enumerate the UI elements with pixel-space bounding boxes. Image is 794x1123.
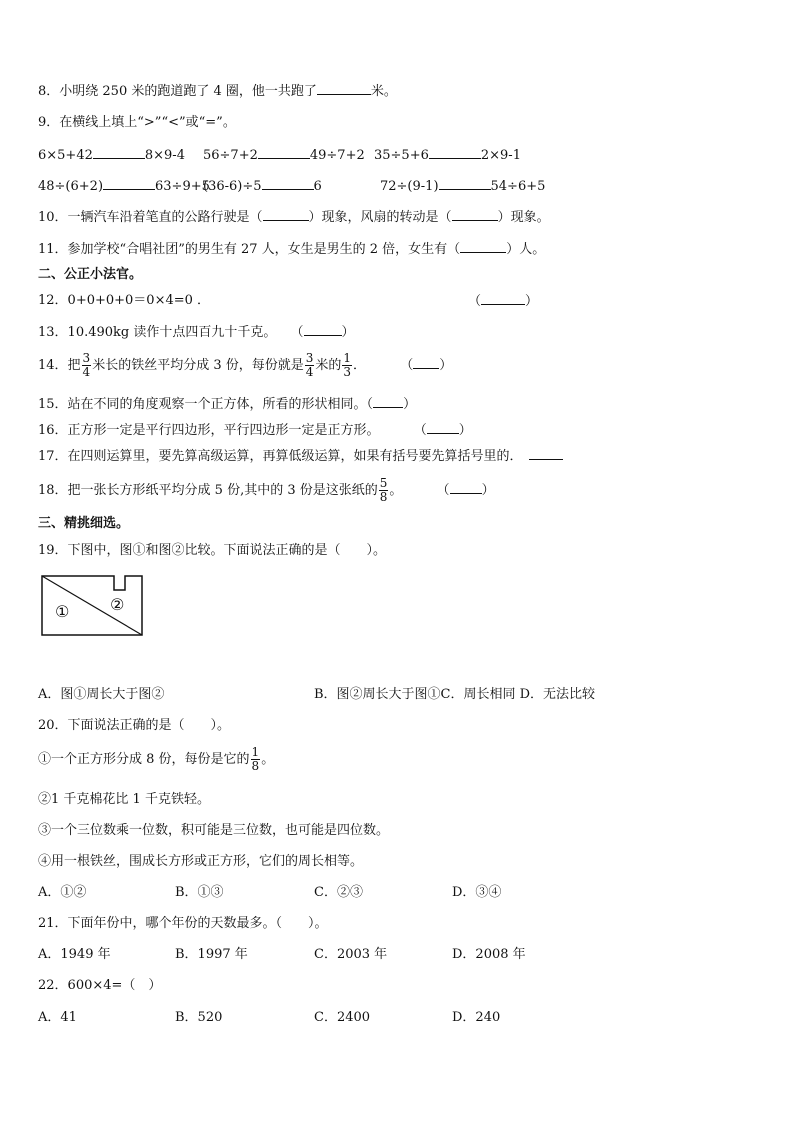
q21-option-d[interactable]: D．2008 年 [452, 947, 526, 962]
q18-frac-num: 5 [379, 476, 388, 490]
q11-blank[interactable] [460, 240, 506, 253]
q9-item-3 [374, 146, 521, 165]
q21-option-b[interactable]: B．1997 年 [175, 947, 248, 962]
q9-item-5-right: 6 [313, 179, 322, 194]
q16-close-paren: ） [458, 423, 472, 438]
q9-item-3-right: 2×9-1 [480, 148, 521, 163]
q9-item-2-left: 56÷7+2 [203, 148, 258, 163]
question-11 [38, 240, 545, 259]
q10-text-b: ）现象，风扇的转动是（ [308, 210, 452, 225]
q9-item-3-left: 35÷5+6 [374, 148, 429, 163]
q9-item-3-blank[interactable] [429, 146, 481, 159]
q12-answer[interactable] [468, 292, 538, 311]
q10-text-c: ）现象。 [497, 210, 550, 225]
question-21: 21．下面年份中，哪个年份的天数最多。（ ）。 [38, 916, 328, 931]
q8-answer-blank[interactable] [317, 82, 371, 95]
q16-text: 16．正方形一定是平行四边形，平行四边形一定是正方形。 [38, 423, 380, 438]
q14-frac2-den: 4 [305, 365, 314, 379]
q20-statement-3: ③一个三位数乘一位数，积可能是三位数，也可能是四位数。 [38, 823, 390, 838]
q12-text: 12．0+0+0+0＝0×4=0 ． [38, 293, 211, 308]
question-15 [38, 395, 416, 414]
q18-frac-den: 8 [379, 490, 388, 504]
q16-answer[interactable] [414, 423, 472, 438]
q14-frac1-num: 3 [82, 351, 91, 365]
question-13 [38, 323, 355, 342]
q9-item-1 [38, 146, 185, 165]
q9-item-4-right: 63÷9+5 [155, 179, 210, 194]
q15-blank[interactable] [373, 395, 403, 408]
q10-blank-1[interactable] [263, 208, 309, 221]
q19-option-bcd[interactable]: B．图②周长大于图①C．周长相同 D．无法比较 [314, 687, 596, 702]
q19-figure [40, 574, 146, 638]
q10-blank-2[interactable] [452, 208, 498, 221]
question-14 [38, 352, 452, 380]
q11-text-b: ）人。 [506, 242, 546, 257]
question-20: 20．下面说法正确的是（ ）。 [38, 718, 231, 733]
q14-frac2-num: 3 [305, 351, 314, 365]
q20-option-a[interactable]: A．①② [38, 885, 87, 900]
q18-answer[interactable] [437, 483, 495, 498]
q11-text-a: 11．参加学校“合唱社团”的男生有 27 人，女生是男生的 2 倍，女生有（ [38, 242, 461, 257]
q9-item-2-blank[interactable] [258, 146, 310, 159]
q9-item-1-right: 8×9-4 [144, 148, 185, 163]
q14-text-c: 米的 [315, 358, 342, 373]
q14-open-paren: （ [400, 358, 414, 373]
q8-suffix: 米。 [370, 84, 397, 99]
question-10 [38, 208, 550, 227]
q9-item-2 [203, 146, 365, 165]
q13-text: 13．10.490kg 读作十点四百九十千克。 [38, 325, 277, 340]
q20-s1-frac-den: 8 [251, 759, 260, 773]
q15-text: 15．站在不同的角度观察一个正方体，所看的形状相同。 [38, 397, 367, 412]
q21-option-a[interactable]: A．1949 年 [38, 947, 111, 962]
q14-answer[interactable] [400, 358, 452, 373]
q14-blank[interactable] [413, 356, 439, 369]
q14-frac3-num: 1 [343, 351, 352, 365]
q13-close-paren: ） [341, 325, 355, 340]
q14-frac1-den: 4 [82, 365, 91, 379]
question-18 [38, 477, 495, 505]
q14-text-b: 米长的铁丝平均分成 3 份，每份就是 [92, 358, 304, 373]
q9-item-1-blank[interactable] [93, 146, 145, 159]
section-2-heading: 二、公正小法官。 [38, 267, 143, 282]
q9-item-6-blank[interactable] [439, 177, 491, 190]
q14-frac3-den: 3 [343, 365, 352, 379]
question-22: 22．600×4=（ ） [38, 978, 162, 993]
q12-blank[interactable] [481, 292, 525, 305]
q10-text-a: 10．一辆汽车沿着笔直的公路行驶是（ [38, 210, 263, 225]
q17-blank[interactable] [529, 447, 563, 460]
q22-option-a[interactable]: A．41 [38, 1010, 77, 1025]
q9-item-6-right: 54÷6+5 [490, 179, 546, 194]
q9-item-4 [38, 177, 210, 196]
q9-item-5-blank[interactable] [262, 177, 314, 190]
q14-fraction-3 [342, 352, 352, 379]
q19-option-a[interactable]: A．图①周长大于图② [38, 687, 165, 702]
q20-statement-4: ④用一根铁丝，围成长方形或正方形，它们的周长相等。 [38, 854, 364, 869]
q9-item-5-left: (36-6)÷5 [203, 179, 262, 194]
q20-s1-text: ①一个正方形分成 8 份，每份是它的 [38, 752, 250, 767]
q20-s1-fraction [251, 746, 261, 773]
q13-open-paren: （ [290, 325, 304, 340]
question-8 [38, 82, 397, 101]
question-19: 19．下图中，图①和图②比较。下面说法正确的是（ ）。 [38, 543, 387, 558]
q13-answer[interactable] [291, 325, 355, 340]
q14-fraction-1 [82, 352, 92, 379]
q9-item-4-left: 48÷(6+2) [38, 179, 104, 194]
q20-s1-frac-num: 1 [251, 745, 260, 759]
q20-statement-2: ②1 千克棉花比 1 千克铁轻。 [38, 792, 210, 807]
q14-text-d: ． [353, 358, 367, 373]
q22-option-d[interactable]: D．240 [452, 1010, 501, 1025]
question-17 [38, 447, 563, 466]
q18-text-b: 。 [389, 483, 403, 498]
q16-blank[interactable] [427, 421, 459, 434]
q20-option-d[interactable]: D．③④ [452, 885, 502, 900]
q20-option-b[interactable]: B．①③ [175, 885, 224, 900]
q13-blank[interactable] [304, 323, 342, 336]
q18-open-paren: （ [436, 483, 450, 498]
q18-blank[interactable] [450, 481, 482, 494]
q14-close-paren: ） [439, 358, 453, 373]
q21-option-c[interactable]: C．2003 年 [314, 947, 388, 962]
q20-option-c[interactable]: C．②③ [314, 885, 363, 900]
q12-close-paren: ） [525, 294, 539, 309]
q9-item-6 [380, 177, 545, 196]
q9-item-5 [203, 177, 322, 196]
q18-close-paren: ） [481, 483, 495, 498]
q12-open-paren: （ [468, 294, 482, 309]
q16-open-paren: （ [413, 423, 427, 438]
q22-option-b[interactable]: B．520 [175, 1010, 223, 1025]
q18-text-a: 18．把一张长方形纸平均分成 5 份,其中的 3 份是这张纸的 [38, 483, 378, 498]
q19-figure-label-2: ② [110, 595, 125, 614]
q9-item-6-left: 72÷(9-1) [380, 179, 439, 194]
q9-item-2-right: 49÷7+2 [309, 148, 365, 163]
q20-s1-end: 。 [261, 752, 275, 767]
question-16 [38, 421, 472, 440]
q19-figure-label-1: ① [55, 602, 70, 621]
q9-item-4-blank[interactable] [103, 177, 155, 190]
q15-close-paren: ） [403, 397, 417, 412]
q17-text: 17．在四则运算里，要先算高级运算，再算低级运算，如果有括号要先算括号里的． [38, 449, 523, 464]
question-9-title: 9．在横线上填上“>”“<”或“=”。 [38, 115, 236, 130]
q14-text-a: 14．把 [38, 358, 81, 373]
q18-fraction [379, 477, 389, 504]
q20-statement-1 [38, 746, 274, 774]
q9-item-1-left: 6×5+42 [38, 148, 93, 163]
section-3-heading: 三、精挑细选。 [38, 516, 130, 531]
q14-fraction-2 [305, 352, 315, 379]
q15-open-paren: （ [366, 397, 374, 412]
q22-option-c[interactable]: C．2400 [314, 1010, 371, 1025]
q8-text: 8．小明绕 250 米的跑道跑了 4 圈，他一共跑了 [38, 84, 317, 99]
question-12 [38, 292, 210, 310]
